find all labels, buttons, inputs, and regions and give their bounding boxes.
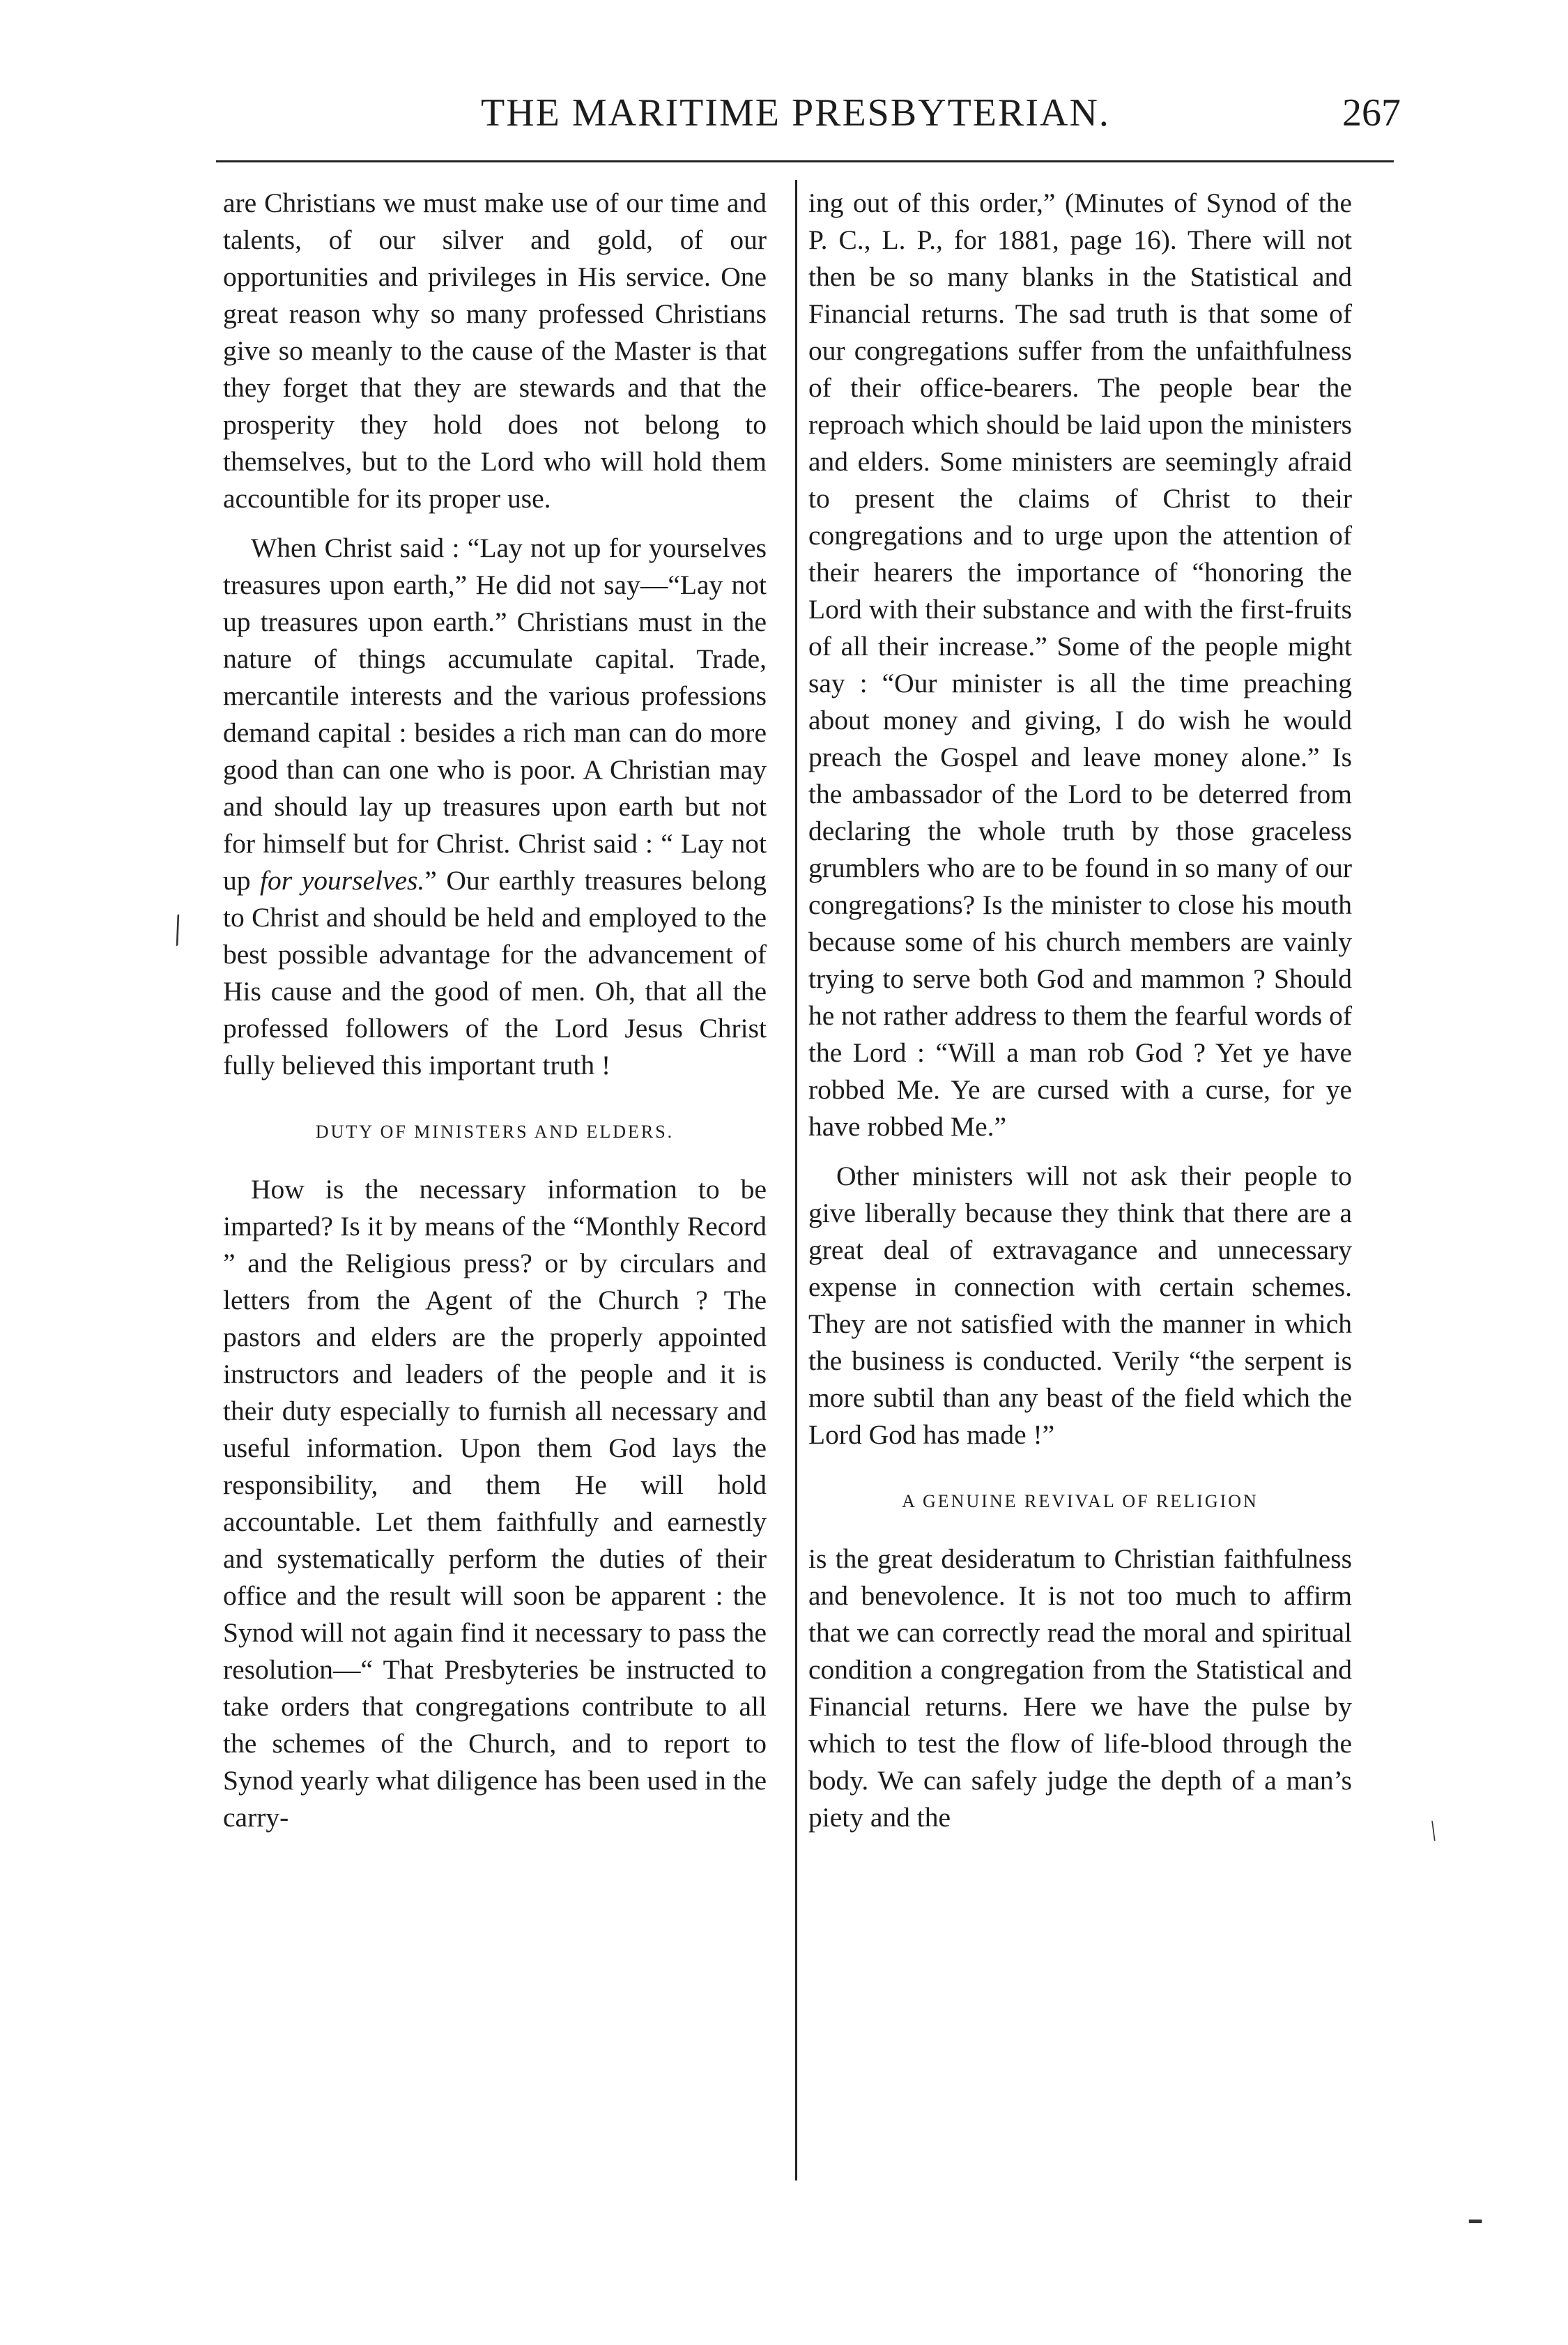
- right-column: [808, 185, 1352, 1836]
- journal-title: THE MARITIME PRESBYTERIAN.: [481, 91, 1110, 135]
- right-paragraph-2: Other ministers will not ask their people to give liberally because they think that there are a great deal of extravagance and unnecessary expense in connection with certain schemes. They are not satisfied with the manner in which the business is conducted. Verily “the serpent is more subtil than any beast of the field which the Lord God has made !”: [808, 1161, 1352, 1450]
- right-paragraph-1: ing out of this order,” (Minutes of Synod of the P. C., L. P., for 1881, page 16). There will not then be so many blanks in the Statistical and Financial returns. The sad truth is that some of our congregations suffer from the unfaithfulness of their office-bearers. The people bear the reproach which should be laid upon the ministers and elders. Some ministers are seemingly afraid to present the claims of Christ to their congregations and to urge upon the attention of their hearers the importance of “honoring the Lord with their substance and with the first-fruits of all their increase.” Some of the people might say : “Our minister is all the time preaching about money and giving, I do wish he would preach the Gospel and leave money alone.” Is the ambassador of the Lord to be deterred from declaring the whole truth by those graceless grumblers who are to be found in so many of our congregations? Is the minister to close his mouth because some of his church members are vainly trying to serve both God and mammon ? Should he not rather address to them the fearful words of the Lord : “Will a man rob God ? Yet ye have robbed Me. Ye are cursed with a curse, for ye have robbed Me.”: [808, 188, 1352, 1142]
- page-number: 267: [1342, 91, 1401, 135]
- running-header: [216, 91, 1401, 146]
- left-paragraph-2-part-a: When Christ said : “Lay not up for yourselves treasures upon earth,” He did not say—“Lay not up treasures upon earth.” Christians must in the nature of things accumulate capital. Trade, mercantile interests and the various professions demand capital : besides a rich man can do more good than can one who is poor. A Christian may and should lay up treasures upon earth but not for himself but for Christ. Christ said : “ Lay not up: [223, 533, 767, 896]
- section-heading-revival: A GENUINE REVIVAL OF RELIGION: [902, 1491, 1259, 1511]
- section-heading-duty: DUTY OF MINISTERS AND ELDERS.: [315, 1122, 675, 1142]
- margin-mark-right: ╲: [1426, 1821, 1441, 1842]
- left-column: [223, 185, 767, 1836]
- header-rule: [216, 160, 1394, 162]
- margin-mark-left: ╱: [165, 915, 190, 947]
- left-paragraph-3: How is the necessary information to be imparted? Is it by means of the “Monthly Record ” and the Religious press? or by circulars and letters from the Agent of the Church ? The pastors and elders are the properly appointed instructors and leaders of the people and it is their duty especially to furnish all necessary and useful information. Upon them God lays the responsibility, and them He will hold accountable. Let them faithfully and earnestly and systematically perform the duties of their office and the result will soon be apparent : the Synod will not again find it necessary to pass the resolution—“ That Presbyteries be instructed to take orders that congregations contribute to all the schemes of the Church, and to report to Synod yearly what diligence has been used in the carry-: [223, 1174, 767, 1833]
- right-paragraph-3: is the great desideratum to Christian faithfulness and benevolence. It is not too much to affirm that we can correctly read the moral and spiritual condition a congregation from the Statistical and Financial returns. Here we have the pulse by which to test the flow of life-blood through the body. We can safely judge the depth of a man’s piety and the: [808, 1543, 1352, 1833]
- left-paragraph-1: are Christians we must make use of our time and talents, of our silver and gold, of our opportunities and privileges in His service. One great reason why so many professed Christians give so meanly to the cause of the Master is that they forget that they are stewards and that the prosperity they hold does not belong to themselves, but to the Lord who will hold them accountible for its proper use.: [223, 188, 767, 514]
- column-divider: [795, 180, 797, 2180]
- left-paragraph-2: [223, 530, 767, 1084]
- left-paragraph-2-emphasis: for yourselves.: [260, 865, 425, 896]
- margin-mark-bottom: ━: [1469, 2210, 1482, 2234]
- left-paragraph-2-part-b: ” Our earthly treasures belong to Christ and should be held and employed to the best possible advantage for the advancement of His cause and the good of men. Oh, that all the professed followers of the Lord Jesus Christ fully believed this important truth !: [223, 865, 767, 1080]
